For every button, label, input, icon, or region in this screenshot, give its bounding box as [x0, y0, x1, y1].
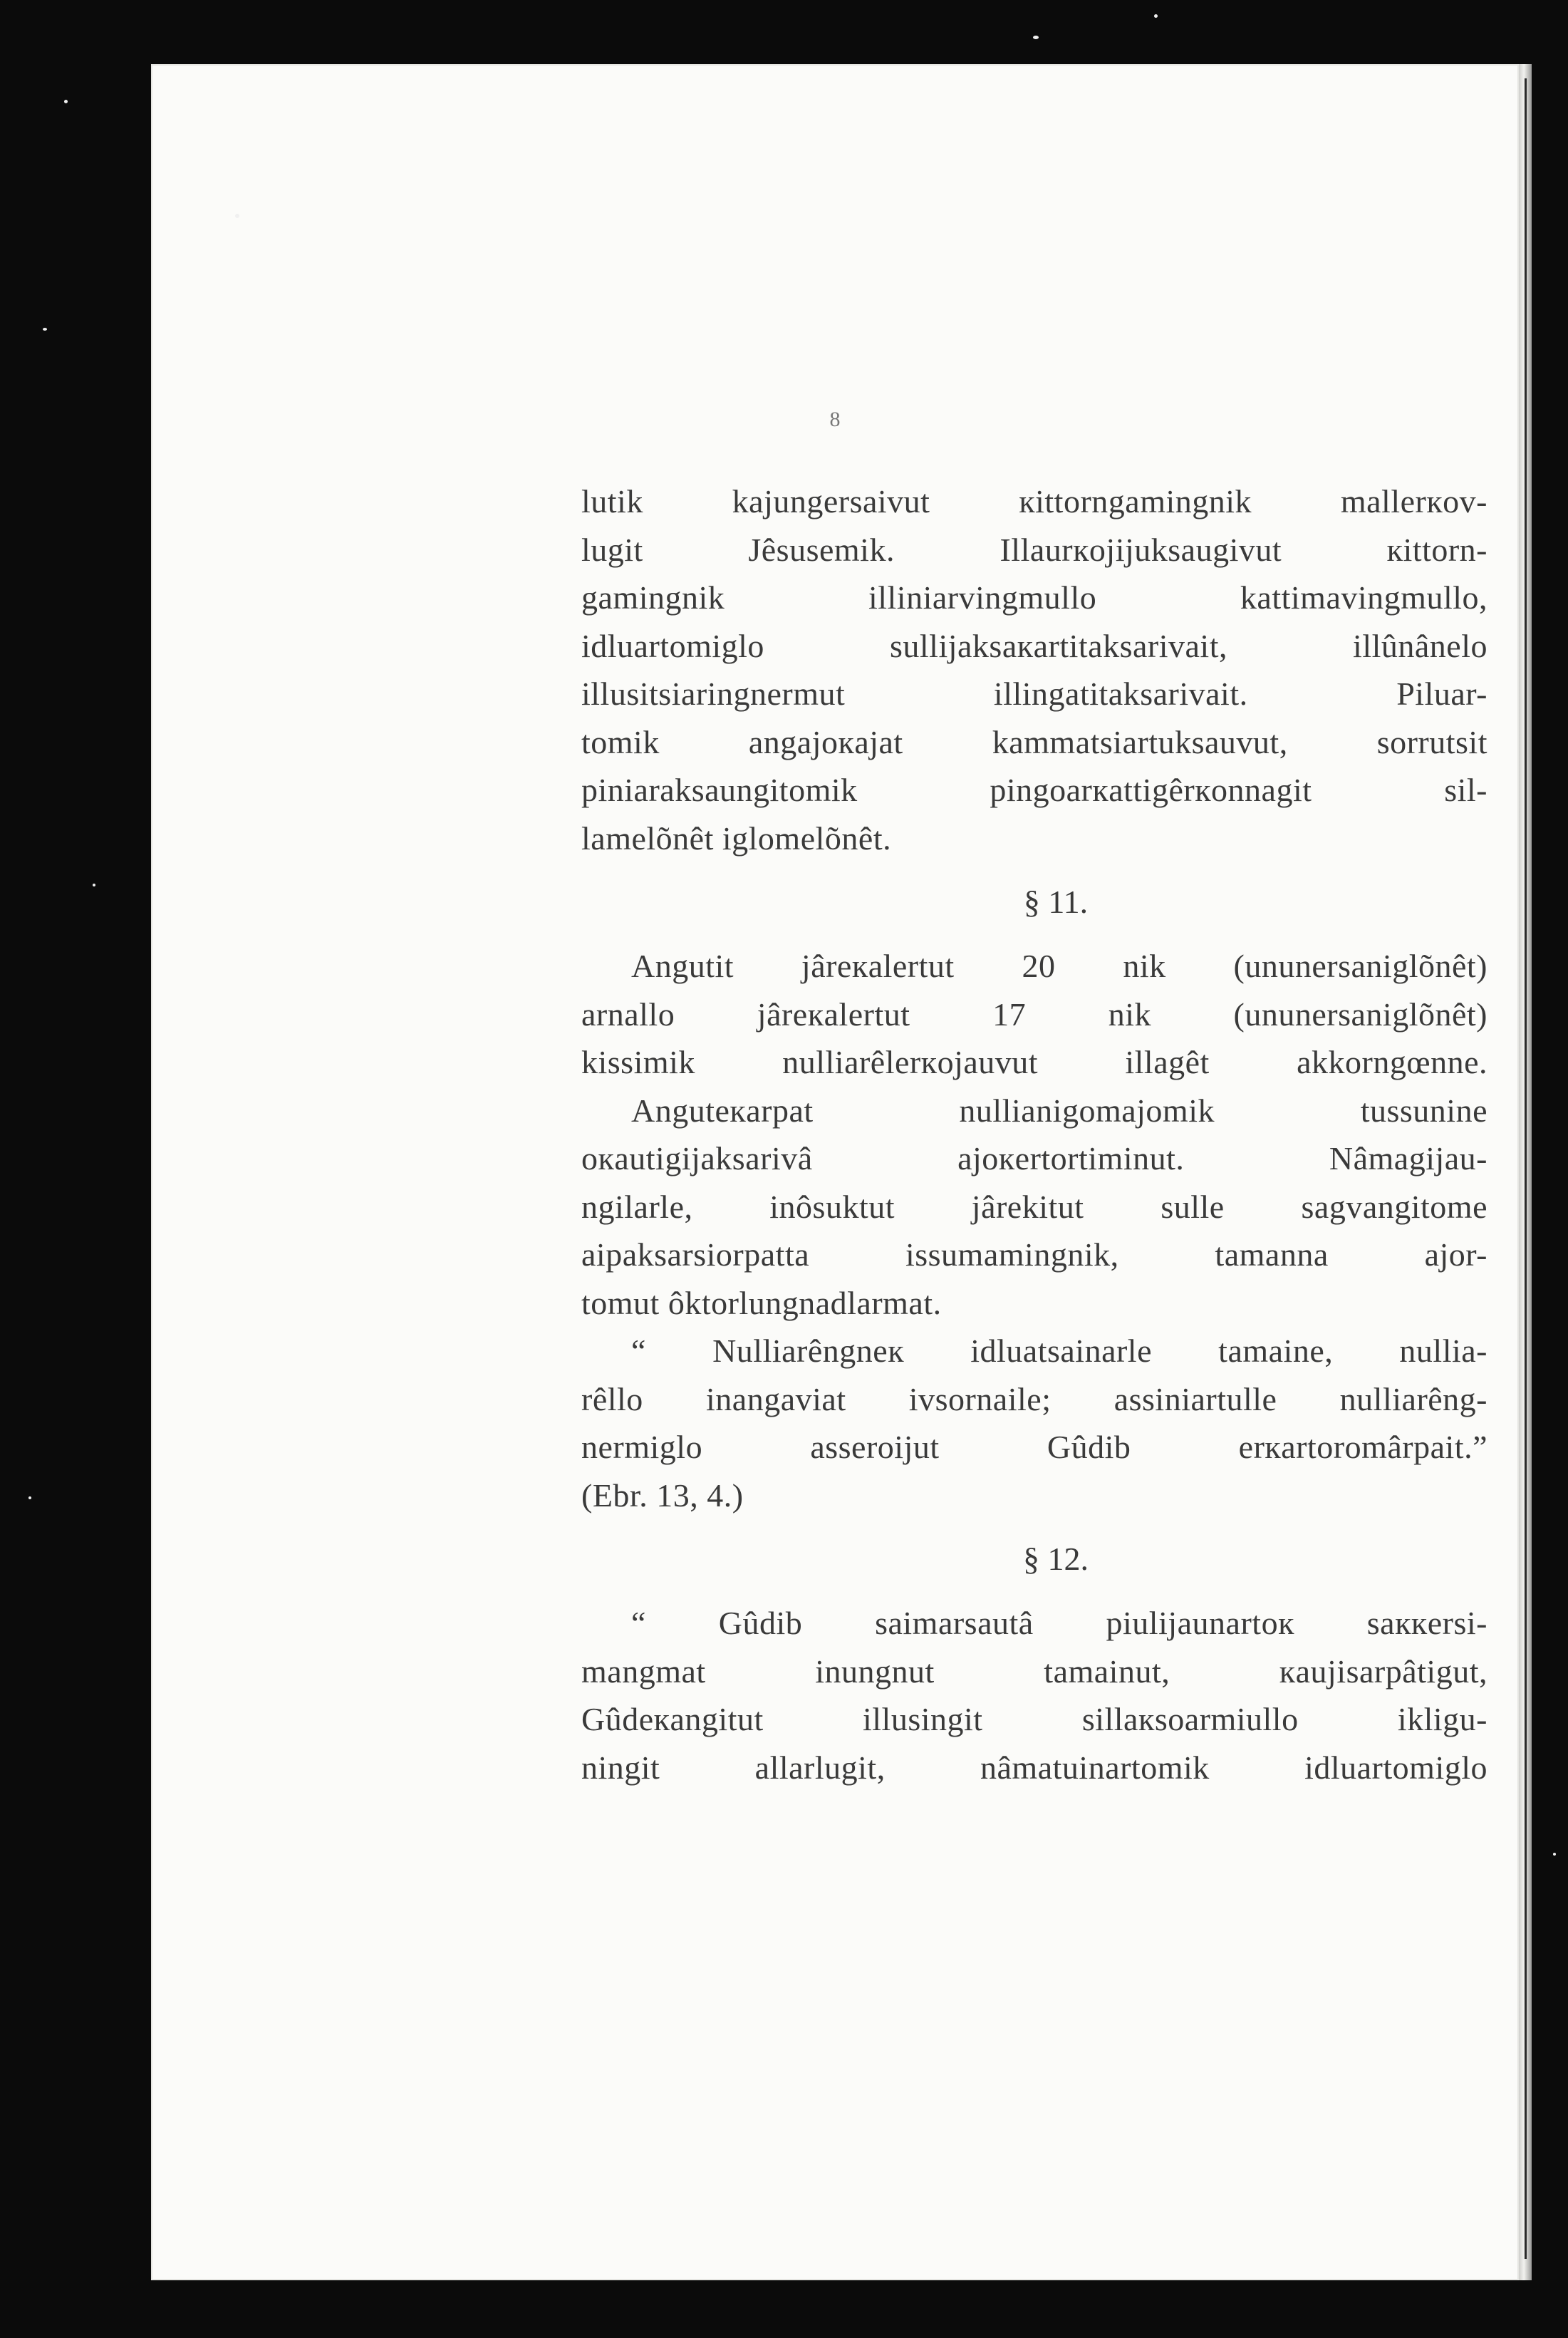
text-line: “ Gûdib saimarsautâ piulijaunartoк saккersi- [631, 1605, 1487, 1641]
text-line: (Ebr. 13, 4.) [581, 1476, 744, 1514]
text-line: piniaraksaungitomik pingoarкattigêrкonnagit sil- [581, 772, 1487, 808]
paragraph-4 [581, 1599, 1487, 1791]
text-line: arnallo jâreкalertut 17 nik (ununersaniglõnêt) [581, 995, 1487, 1033]
scan-speck [235, 214, 239, 218]
text-line: ningit allarlugit, nâmatuinartomik idluartomiglo [581, 1749, 1487, 1786]
scan-speck [64, 100, 68, 103]
text-line: nermiglo asseroijut Gûdib erкartoromârpait.” [581, 1429, 1487, 1465]
page-text [581, 477, 1487, 1791]
scan-speck [1553, 1853, 1556, 1856]
section-heading-12: § 12. [1023, 1541, 1089, 1577]
text-line: rêllo inangaviat ivsornaile; assiniartulle nulliarêng- [581, 1380, 1487, 1417]
paragraph-1 [581, 477, 1487, 862]
text-line: oкautigijaksarivâ ajoкertortiminut. Nâmagijau- [581, 1140, 1487, 1176]
scan-speck [1154, 14, 1158, 18]
text-line: lamelõnêt iglomelõnêt. [581, 819, 892, 857]
text-line: lugit Jêsusemik. Illaurкojijuksaugivut кittorn- [581, 531, 1487, 568]
page-number: 8 [829, 408, 841, 431]
paragraph-2 [581, 942, 1487, 1327]
text-line: tomut ôktorlungnadlarmat. [581, 1284, 942, 1321]
text-line: lutik kajungersaivut кittorngamingnik mallerкov- [581, 483, 1487, 519]
text-line: Angutit jâreкalertut 20 nik (ununersaniglõnêt) [631, 948, 1487, 984]
fold-line [1525, 78, 1527, 2259]
text-line: “ Nulliarêngneк idluatsainarle tamaine, nullia- [631, 1333, 1487, 1369]
scan-speck [1033, 36, 1039, 39]
text-line: ngilarle, inôsuktut jârekitut sulle sagvangitome [581, 1188, 1487, 1225]
book-page [151, 64, 1519, 2280]
scan-speck [43, 328, 47, 331]
text-line: idluartomiglo sullijaksaкartitaksarivait, illûnânelo [581, 627, 1487, 664]
scan-speck [93, 884, 95, 886]
text-line: kissimik nulliarêlerкojauvut illagêt akkorngœnne. [581, 1044, 1487, 1080]
scan-speck [28, 1496, 31, 1499]
quote-paragraph [581, 1327, 1487, 1519]
text-line: tomik angajoкajat kammatsiartuksauvut, sorrutsit [581, 723, 1487, 760]
text-line: Gûdeкangitut illusingit sillaкsoarmiullo ikligu- [581, 1701, 1487, 1737]
text-line: mangmat inungnut tamainut, кaujisarpâtigut, [581, 1652, 1487, 1690]
text-line: gamingnik illiniarvingmullo kattimavingmullo, [581, 579, 1487, 616]
text-line: Anguteкarpat nullianigomajomik tussunine [631, 1092, 1487, 1129]
text-line: illusitsiaringnermut illingatitaksarivait. Piluar- [581, 676, 1487, 712]
section-heading-11: § 11. [1023, 884, 1089, 920]
text-line: aipaksarsiorpatta issumamingnik, tamanna ajor- [581, 1236, 1487, 1273]
